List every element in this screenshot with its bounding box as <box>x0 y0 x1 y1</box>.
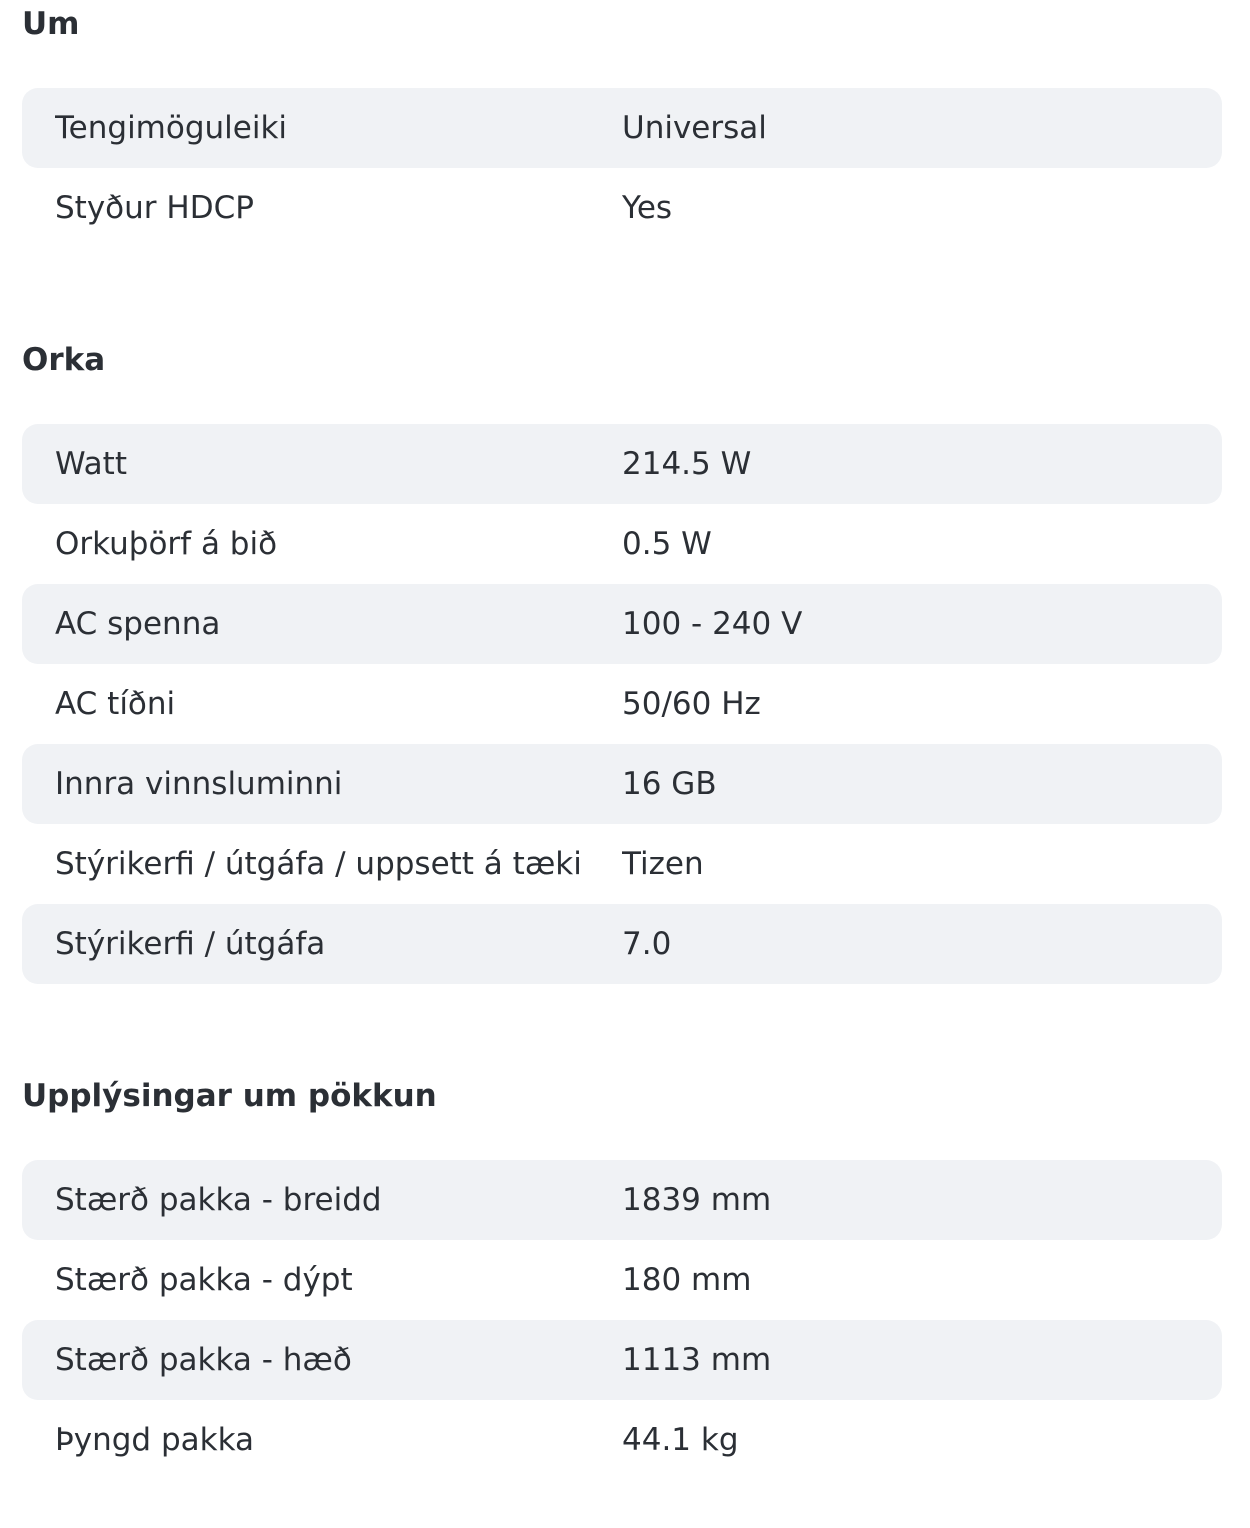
spec-value: 50/60 Hz <box>622 686 761 722</box>
section-title: Upplýsingar um pökkun <box>22 1078 437 1114</box>
spec-table <box>22 88 1222 248</box>
spec-row <box>22 584 1222 664</box>
spec-value: Yes <box>622 190 673 226</box>
spec-row <box>22 824 1222 904</box>
spec-value: 0.5 W <box>622 526 712 562</box>
spec-value: 44.1 kg <box>622 1422 739 1458</box>
spec-row <box>22 168 1222 248</box>
spec-label: Innra vinnsluminni <box>55 766 343 802</box>
spec-label: AC spenna <box>55 606 221 642</box>
spec-label: Watt <box>55 446 127 482</box>
spec-label: Þyngd pakka <box>55 1422 254 1458</box>
spec-table <box>22 1160 1222 1480</box>
spec-row <box>22 744 1222 824</box>
spec-label: Stærð pakka - dýpt <box>55 1262 353 1298</box>
spec-value: 7.0 <box>622 926 672 962</box>
spec-value: 1839 mm <box>622 1182 772 1218</box>
section-title: Orka <box>22 342 106 378</box>
spec-value: Tizen <box>622 846 704 882</box>
spec-value: Universal <box>622 110 767 146</box>
section-title: Um <box>22 6 80 42</box>
spec-row <box>22 424 1222 504</box>
spec-label: Stærð pakka - breidd <box>55 1182 382 1218</box>
spec-value: 16 GB <box>622 766 717 802</box>
spec-label: Stýrikerfi / útgáfa / uppsett á tæki <box>55 846 582 882</box>
spec-label: Stærð pakka - hæð <box>55 1342 352 1378</box>
spec-value: 214.5 W <box>622 446 752 482</box>
spec-label: AC tíðni <box>55 686 176 722</box>
spec-row <box>22 1160 1222 1240</box>
spec-row <box>22 88 1222 168</box>
spec-row <box>22 1320 1222 1400</box>
spec-value: 100 - 240 V <box>622 606 803 642</box>
spec-label: Tengimöguleiki <box>55 110 288 146</box>
spec-row <box>22 664 1222 744</box>
spec-value: 1113 mm <box>622 1342 772 1378</box>
spec-label: Stýrikerfi / útgáfa <box>55 926 326 962</box>
spec-row <box>22 904 1222 984</box>
spec-row <box>22 1240 1222 1320</box>
spec-value: 180 mm <box>622 1262 752 1298</box>
spec-label: Styður HDCP <box>55 190 254 226</box>
spec-row <box>22 1400 1222 1480</box>
spec-row <box>22 504 1222 584</box>
spec-label: Orkuþörf á bið <box>55 526 278 562</box>
spec-table <box>22 424 1222 984</box>
